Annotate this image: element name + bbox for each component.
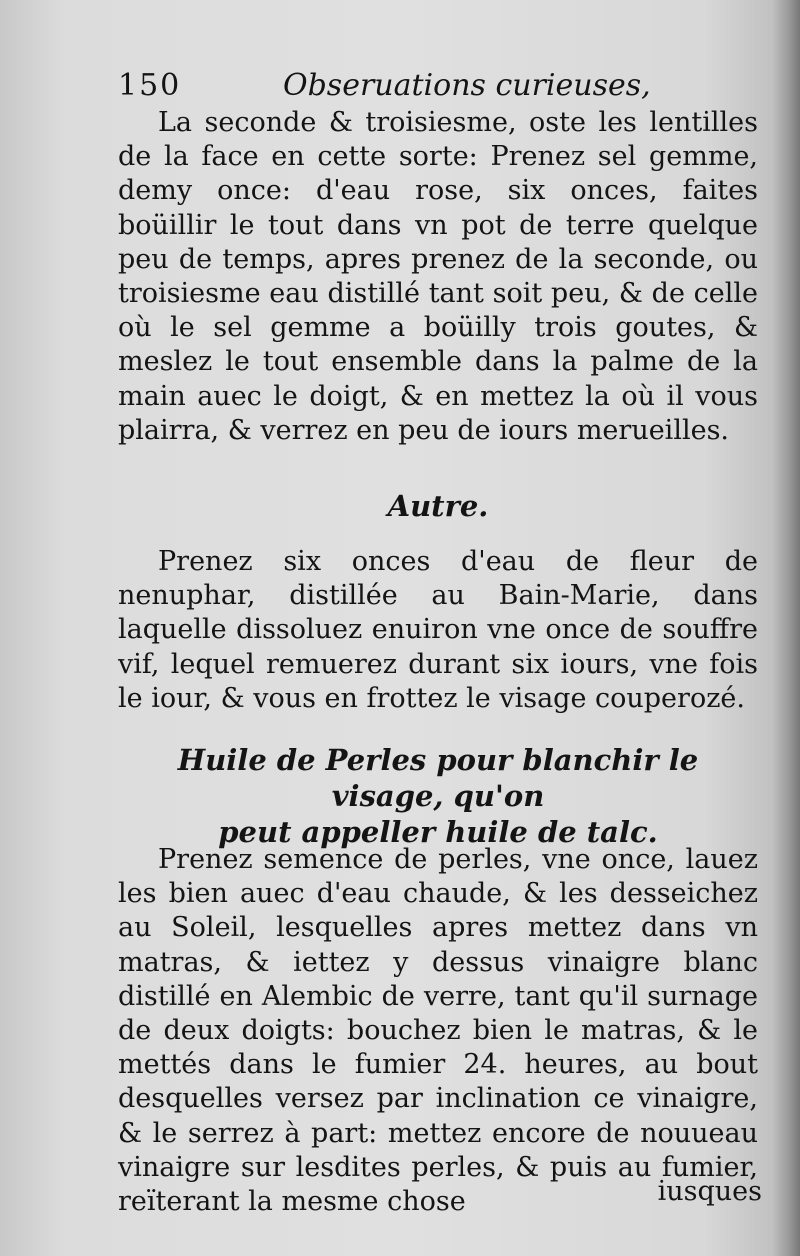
paragraph-huile: [118, 843, 758, 1219]
heading-line-1: Huile de Perles pour blanchir le visage, qu'on: [177, 743, 699, 813]
section-heading-autre: Autre.: [387, 489, 489, 523]
heading-line-2: peut appeller huile de talc.: [218, 815, 658, 849]
paragraph-autre: [118, 545, 758, 716]
paragraph-text: Prenez semence de perles, vne once, lauez les bien auec d'eau chaude, & les desseichez au Soleil, lesquelles apres mettez dans vn matras, & iettez y dessus vinaigre blanc distillé en Alembic de verre, tant qu'il surnage de deux doigts: bouchez bien le matras, & le mettés dans le fumier 24. heures, au bout desquelles versez par inclination ce vinaigre, & le serrez à part: mettez encore de nouueau vinaigre sur lesdites perles, & puis au fumier, reïterant la mesme chose: [118, 844, 758, 1218]
paragraph-text: La seconde & troisiesme, oste les lentilles de la face en cette sorte: Prenez sel gemme, demy once: d'eau rose, six onces, faites boüillir le tout dans vn pot de terre quelque peu de temps, apres prenez de la seconde, ou troisiesme eau distillé tant soit peu, & de celle où le sel gemme a boüilly trois goutes, & meslez le tout ensemble dans la palme de la main auec le doigt, & en mettez la où il vous plairra, & verrez en peu de iours merueilles.: [118, 107, 758, 446]
paragraph-text: Prenez six onces d'eau de fleur de nenuphar, distillée au Bain-Marie, dans laquelle dissoluez enuiron vne once de souffre vif, lequel remuerez durant six iours, vne fois le iour, & vous en frottez le visage couperozé.: [118, 546, 758, 714]
paragraph-lentilles: [118, 106, 758, 448]
page-header: [118, 68, 678, 108]
catchword: iusques: [657, 1176, 762, 1207]
page-number: 150: [118, 68, 182, 103]
running-title: Obseruations curieuses,: [283, 68, 651, 103]
page-gutter-shadow: [772, 0, 800, 1256]
section-heading-huile: [118, 742, 758, 849]
